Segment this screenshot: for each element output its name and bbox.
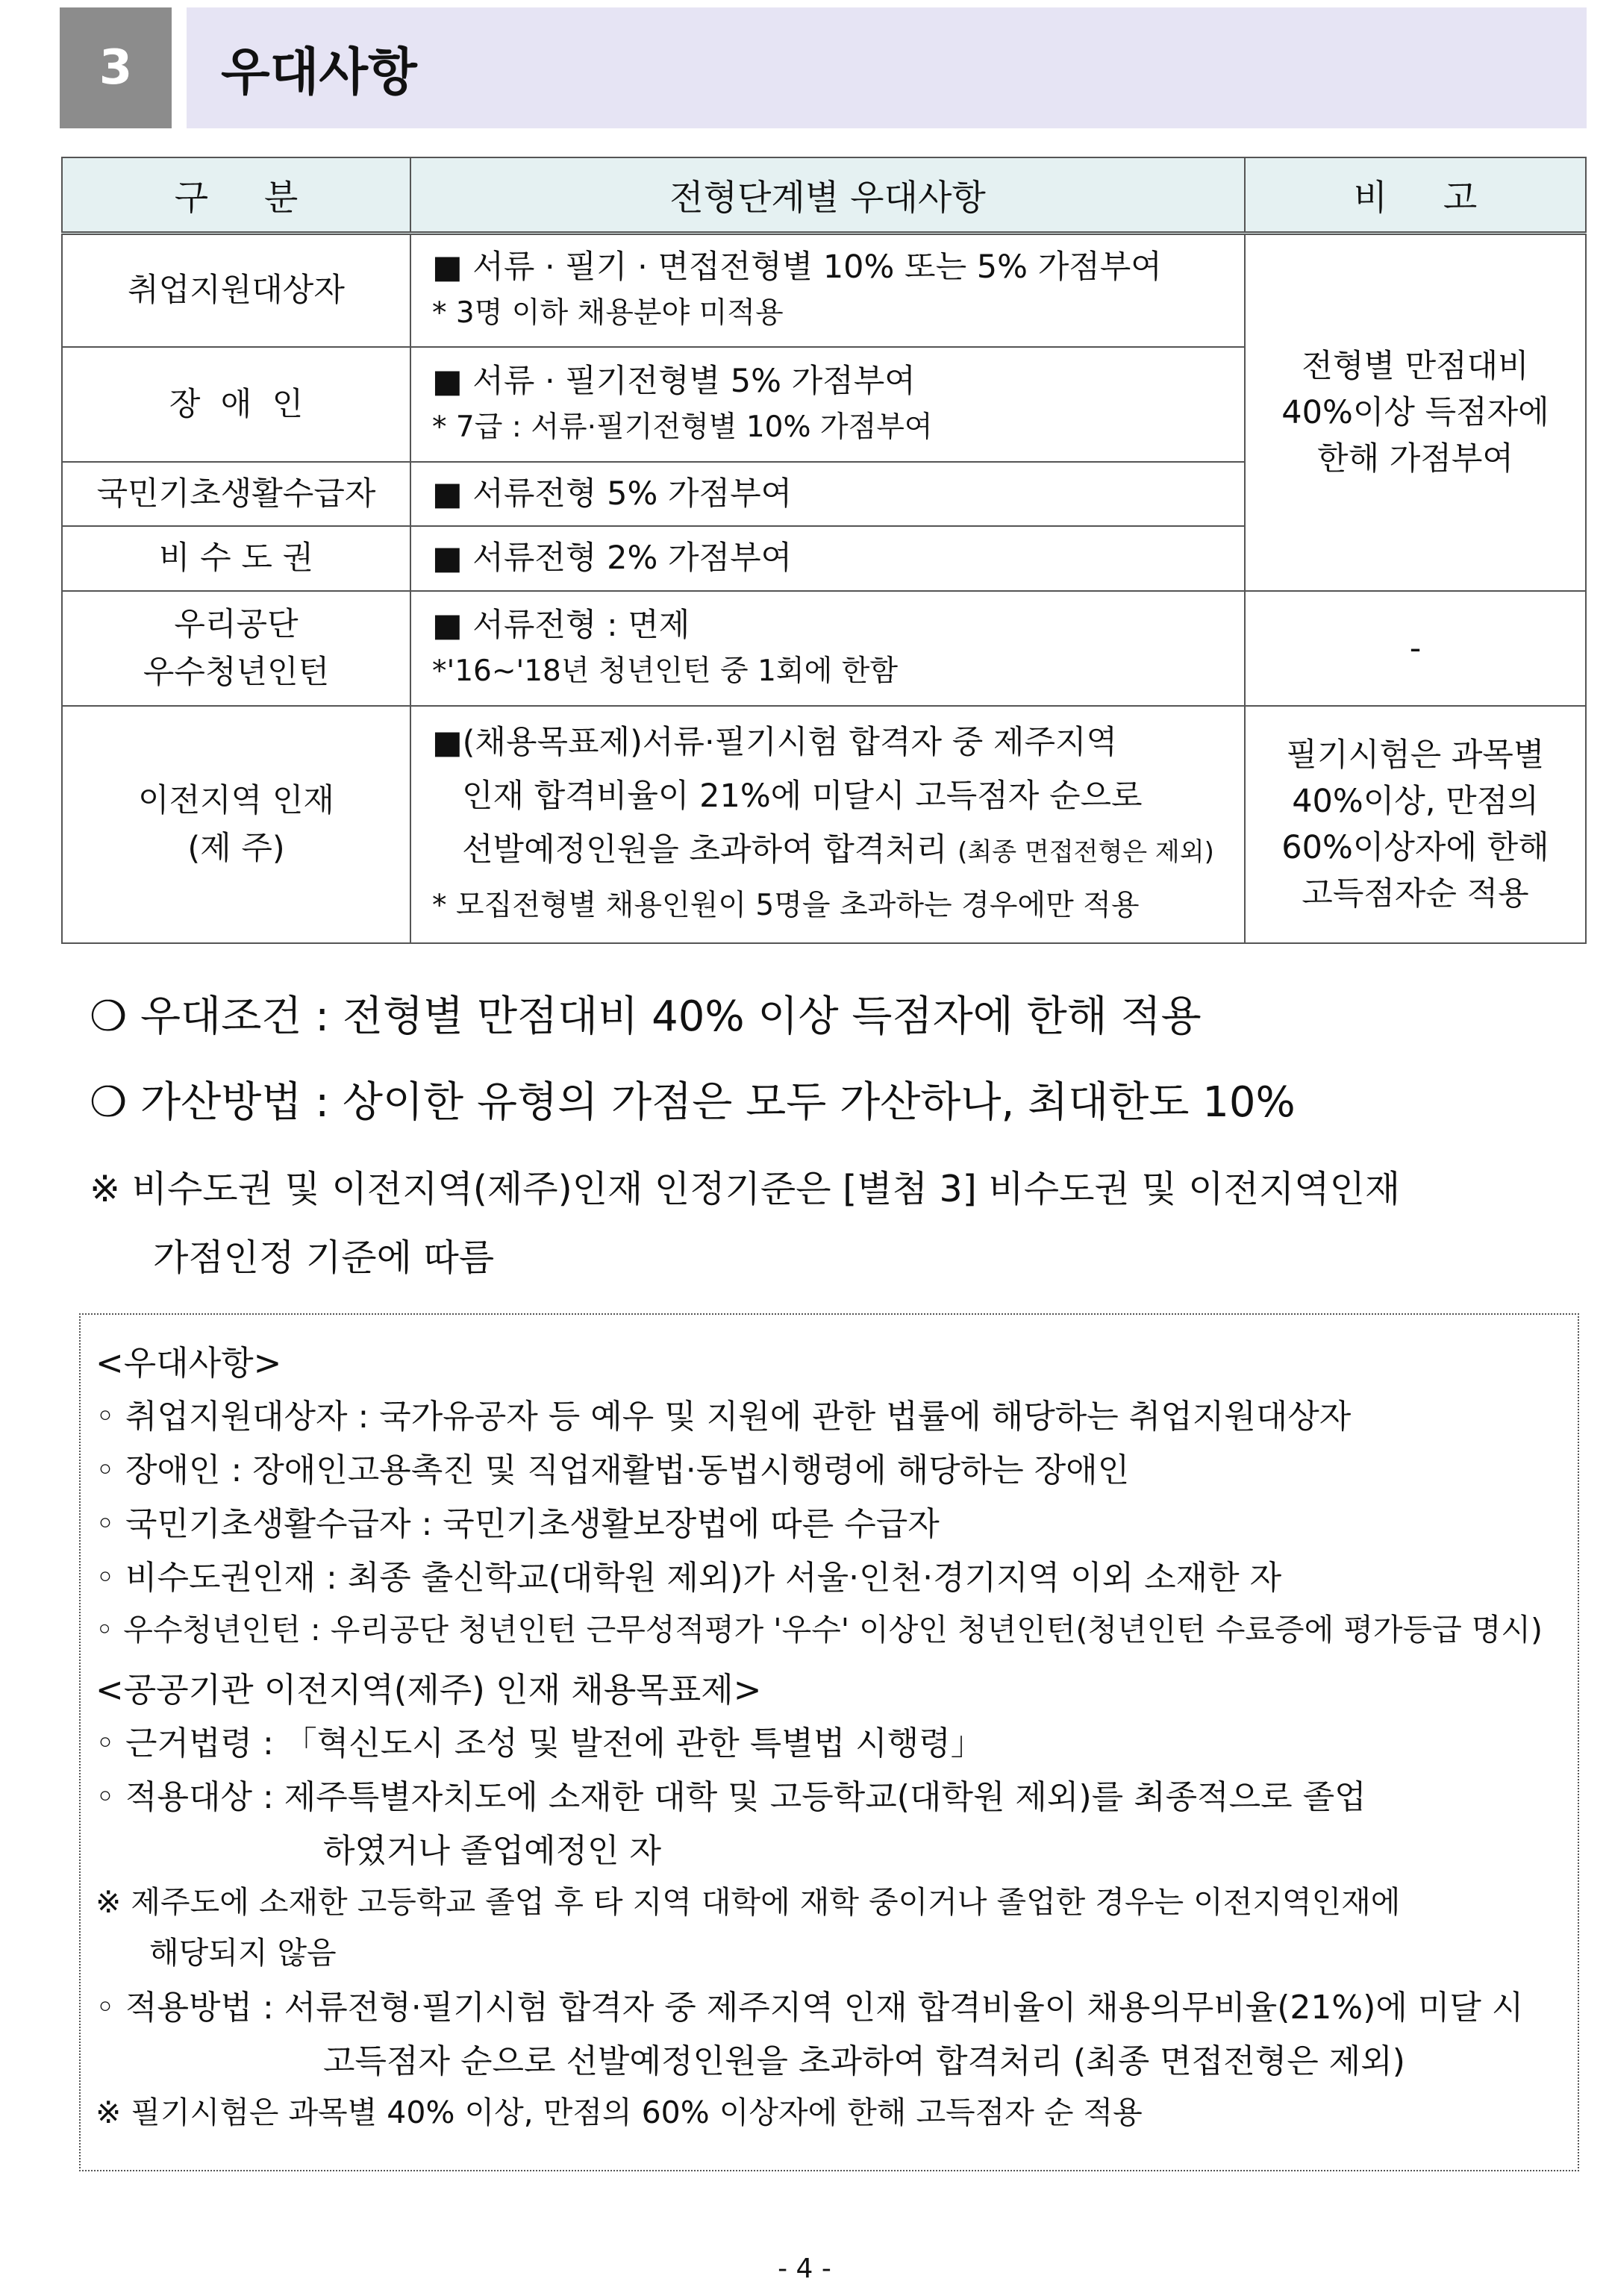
content-line: ■ 서류전형 : 면제 — [432, 606, 690, 644]
box-heading: <우대사항> — [96, 1343, 282, 1383]
row-content — [410, 347, 1245, 462]
table-row — [62, 591, 1586, 706]
row-content — [410, 706, 1245, 943]
condition-bullet: ❍ 우대조건 : 전형별 만점대비 40% 이상 득점자에 한해 적용 — [90, 992, 1202, 1041]
row-remark: - — [1245, 591, 1586, 706]
remark-line: 전형별 만점대비 — [1302, 347, 1529, 385]
box-note: ※ 제주도에 소재한 고등학교 졸업 후 타 지역 대학에 재학 중이거나 졸업한 경우는 이전지역인재에 — [96, 1884, 1401, 1920]
row-content — [410, 591, 1245, 706]
content-line: ■ 서류 · 필기 · 면접전형별 10% 또는 5% 가점부여 — [432, 248, 1162, 287]
table-row — [62, 706, 1586, 943]
table-row — [62, 234, 1586, 347]
section-title: 우대사항 — [187, 7, 1587, 128]
header-category: 구 분 — [62, 157, 410, 234]
box-line: ◦ 근거법령 : 「혁신도시 조성 및 발전에 관한 특별법 시행령」 — [96, 1724, 984, 1762]
row-category: 국민기초생활수급자 — [62, 462, 410, 526]
box-line: ◦ 취업지원대상자 : 국가유공자 등 예우 및 지원에 관한 법률에 해당하는 취업지원대상자 — [96, 1398, 1352, 1436]
content-note: * 모집전형별 채용인원이 5명을 초과하는 경우에만 적용 — [432, 889, 1140, 922]
page-number: - 4 - — [778, 2253, 831, 2284]
box-note: ※ 필기시험은 과목별 40% 이상, 만점의 60% 이상자에 한해 고득점자 순 적용 — [96, 2095, 1143, 2130]
content-note: * 7급 : 서류·필기전형별 10% 가점부여 — [432, 410, 933, 444]
section-header — [60, 7, 1587, 128]
definitions-box — [79, 1313, 1579, 2171]
row-category: 취업지원대상자 — [62, 234, 410, 347]
content-line: ■(채용목표제)서류·필기시험 합격자 중 제주지역 — [432, 724, 1118, 761]
row-category: 비 수 도 권 — [62, 526, 410, 591]
box-line: ◦ 국민기초생활수급자 : 국민기초생활보장법에 따른 수급자 — [96, 1505, 940, 1543]
header-remark: 비 고 — [1245, 157, 1586, 234]
header-preferences: 전형단계별 우대사항 — [410, 157, 1245, 234]
box-heading: <공공기관 이전지역(제주) 인재 채용목표제> — [96, 1670, 762, 1710]
row-category: 이전지역 인재 (제 주) — [62, 706, 410, 943]
condition-bullet: ❍ 가산방법 : 상이한 유형의 가점은 모두 가산하나, 최대한도 10% — [90, 1078, 1296, 1127]
content-line: 인재 합격비율이 21%에 미달시 고득점자 순으로 — [462, 778, 1143, 815]
box-line: ◦ 적용방법 : 서류전형·필기시험 합격자 중 제주지역 인재 합격비율이 채용의무비율(21%)에 미달 시 — [96, 1989, 1524, 2027]
box-line-cont: 고득점자 순으로 선발예정인원을 초과하여 합격처리 (최종 면접전형은 제외) — [323, 2042, 1405, 2080]
content-line: ■ 서류전형 2% 가점부여 — [432, 539, 793, 577]
row-remark: 필기시험은 과목별 40%이상, 만점의 60%이상자에 한해 고득점자순 적용 — [1245, 706, 1586, 943]
preference-table — [61, 157, 1587, 944]
row-category: 장 애 인 — [62, 347, 410, 462]
reference-note-cont: 가점인정 기준에 따름 — [153, 1236, 495, 1279]
box-line: ◦ 장애인 : 장애인고용촉진 및 직업재활법·동법시행령에 해당하는 장애인 — [96, 1451, 1130, 1489]
row-remark-shared — [1245, 234, 1586, 591]
row-content — [410, 234, 1245, 347]
content-note: * 3명 이하 채용분야 미적용 — [432, 296, 784, 331]
content-line: ■ 서류전형 5% 가점부여 — [432, 475, 793, 513]
row-content — [410, 526, 1245, 591]
reference-note: ※ 비수도권 및 이전지역(제주)인재 인정기준은 [별첨 3] 비수도권 및 이전지역인재 — [90, 1168, 1401, 1210]
box-line: ◦ 우수청년인턴 : 우리공단 청년인턴 근무성적평가 '우수' 이상인 청년인턴(청년인턴 수료증에 평가등급 명시) — [96, 1612, 1543, 1648]
box-line-cont: 하였거나 졸업예정인 자 — [323, 1832, 662, 1870]
row-content — [410, 462, 1245, 526]
box-line: ◦ 비수도권인재 : 최종 출신학교(대학원 제외)가 서울·인천·경기지역 이외 소재한 자 — [96, 1559, 1282, 1597]
box-line: ◦ 적용대상 : 제주특별자치도에 소재한 대학 및 고등학교(대학원 제외)를 최종적으로 졸업 — [96, 1778, 1366, 1816]
section-number: 3 — [60, 7, 172, 128]
content-line: ■ 서류 · 필기전형별 5% 가점부여 — [432, 362, 916, 400]
content-note: *'16~'18년 청년인턴 중 1회에 한함 — [432, 654, 899, 688]
table-header-row — [62, 157, 1586, 234]
content-line: 선발예정인원을 초과하여 합격처리 (최종 면접전형은 제외) — [462, 831, 1214, 869]
row-category: 우리공단 우수청년인턴 — [62, 591, 410, 706]
remark-line: 40%이상 득점자에 — [1281, 393, 1549, 431]
box-note-cont: 해당되지 않음 — [149, 1935, 337, 1971]
remark-line: 한해 가점부여 — [1317, 440, 1513, 478]
